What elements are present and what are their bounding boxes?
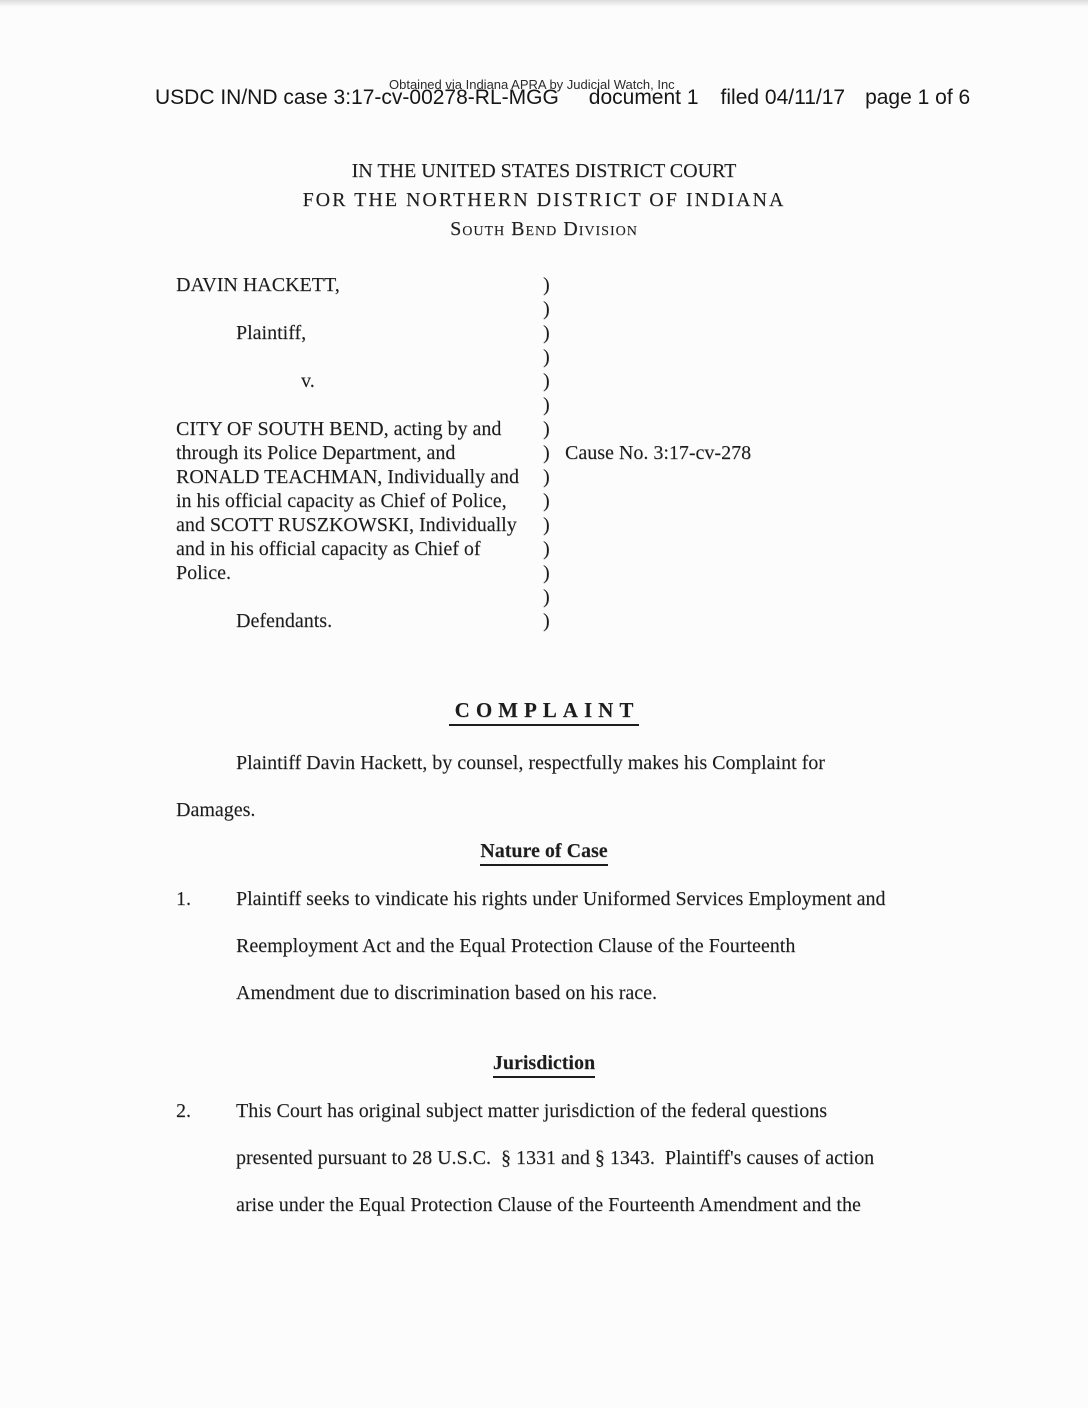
header-document-number: document 1 (588, 86, 699, 109)
defendant-text-line: in his official capacity as Chief of Police, (176, 490, 507, 512)
paragraph-line: Reemployment Act and the Equal Protection Clause of the Fourteenth (236, 935, 796, 957)
section-heading-text: Jurisdiction (493, 1052, 595, 1078)
caption-row (176, 562, 876, 586)
caption-paren: ) (543, 346, 550, 368)
caption-paren: ) (543, 586, 550, 608)
caption-row (176, 490, 876, 514)
caption-row (176, 610, 876, 634)
paragraph-2 (176, 1088, 874, 1229)
plaintiff-name: DAVIN HACKETT, (176, 274, 340, 296)
court-title-line-1: IN THE UNITED STATES DISTRICT COURT (351, 160, 737, 182)
caption-row (176, 322, 876, 346)
versus-label: v. (301, 370, 315, 392)
paragraph-line: Amendment due to discrimination based on his race. (236, 982, 658, 1004)
intro-paragraph (176, 740, 825, 834)
paragraph-line: arise under the Equal Protection Clause of the Fourteenth Amendment and the (236, 1194, 861, 1216)
caption-row (176, 298, 876, 322)
caption-paren: ) (543, 466, 550, 488)
header-filed-date: filed 04/11/17 (720, 86, 846, 109)
caption-row (176, 586, 876, 610)
defendant-text-line: through its Police Department, and (176, 442, 456, 464)
caption-row (176, 394, 876, 418)
cause-number: Cause No. 3:17-cv-278 (565, 442, 752, 464)
defendant-text-line: and in his official capacity as Chief of (176, 538, 481, 560)
complaint-heading-text: COMPLAINT (449, 698, 640, 726)
caption-row (176, 442, 876, 466)
caption-row (176, 274, 876, 298)
caption-paren: ) (543, 514, 550, 536)
caption-paren: ) (543, 442, 550, 464)
caption-paren: ) (543, 490, 550, 512)
court-title-line-3: South Bend Division (450, 218, 638, 240)
court-title-line-2: FOR THE NORTHERN DISTRICT OF INDIANA (302, 189, 786, 211)
defendant-text-line: Police. (176, 562, 231, 584)
defendants-label: Defendants. (236, 610, 333, 632)
paragraph-line: presented pursuant to 28 U.S.C. § 1331 and § 1343. Plaintiff's causes of action (236, 1147, 875, 1169)
caption-paren: ) (543, 322, 550, 344)
plaintiff-label: Plaintiff, (236, 322, 307, 344)
caption-paren: ) (543, 418, 550, 440)
defendant-text-line: and SCOTT RUSZKOWSKI, Individually (176, 514, 517, 536)
paragraph-line: This Court has original subject matter jurisdiction of the federal questions (236, 1100, 827, 1122)
paragraph-number: 1. (176, 888, 191, 910)
case-caption (176, 274, 876, 634)
caption-paren: ) (543, 610, 550, 632)
caption-paren: ) (543, 370, 550, 392)
defendant-text-line: RONALD TEACHMAN, Individually and (176, 466, 519, 488)
watermark-text: Obtained via Indiana APRA by Judicial Watch, Inc (389, 77, 675, 92)
section-heading-nature-of-case (0, 840, 1088, 866)
caption-row (176, 418, 876, 442)
caption-row (176, 346, 876, 370)
caption-row (176, 370, 876, 394)
complaint-heading (0, 698, 1088, 726)
caption-paren: ) (543, 274, 550, 296)
caption-row (176, 514, 876, 538)
caption-paren: ) (543, 538, 550, 560)
caption-paren: ) (543, 562, 550, 584)
paragraph-1 (176, 876, 886, 1017)
header-page-number: page 1 of 6 (865, 86, 971, 109)
section-heading-text: Nature of Case (480, 840, 607, 866)
section-heading-jurisdiction (0, 1052, 1088, 1078)
caption-paren: ) (543, 394, 550, 416)
paragraph-number: 2. (176, 1100, 191, 1122)
caption-paren: ) (543, 298, 550, 320)
intro-line: Damages. (176, 799, 256, 821)
defendant-text-line: CITY OF SOUTH BEND, acting by and (176, 418, 502, 440)
intro-line: Plaintiff Davin Hackett, by counsel, respectfully makes his Complaint for (236, 752, 825, 774)
header-case-number: USDC IN/ND case 3:17-cv-00278-RL-MGG (155, 86, 559, 109)
court-title (0, 157, 1088, 244)
caption-row (176, 466, 876, 490)
caption-row (176, 538, 876, 562)
paragraph-line: Plaintiff seeks to vindicate his rights under Uniformed Services Employment and (236, 888, 886, 910)
